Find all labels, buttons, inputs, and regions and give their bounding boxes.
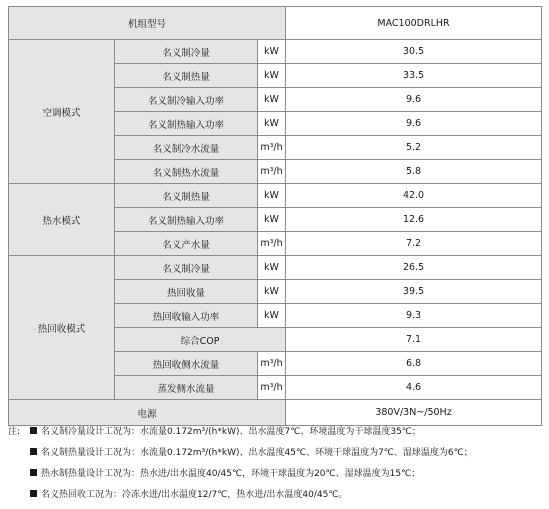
table-row [9,184,542,208]
param-unit: kW [258,256,286,280]
param-unit: m³/h [258,232,286,256]
param-value: 9.6 [286,112,542,136]
param-name: 名义制热水流量 [115,160,258,184]
param-unit: kW [258,64,286,88]
param-unit: kW [258,304,286,328]
note-text: 名义制热量设计工况为：水流量0.172m³/(h*kW)、出水温度45℃、环境干球温度为7℃、湿球温度为6℃； [41,448,473,458]
param-value: 30.5 [286,40,542,64]
param-name: 热回收量 [115,280,258,304]
note-text: 名义热回收工况为：冷冻水进/出水温度12/7℃，热水进/出水温度40/45℃。 [41,490,348,500]
param-value: 9.6 [286,88,542,112]
section-label-hw: 热水模式 [9,184,115,256]
note-text: 热水制热量设计工况为：热水进/出水温度40/45℃，环境干球温度为20℃、湿球温度为15℃； [41,469,421,479]
section-label-ac: 空调模式 [9,40,115,184]
param-name: 蒸发侧水流量 [115,376,258,400]
param-value: 5.8 [286,160,542,184]
param-value: 42.0 [286,184,542,208]
note-item [8,464,546,485]
param-name: 名义制冷量 [115,256,258,280]
param-unit: kW [258,184,286,208]
param-name: 名义制热输入功率 [115,112,258,136]
param-name: 名义制热输入功率 [115,208,258,232]
notes-prefix: 注: [8,427,21,437]
param-value: 7.2 [286,232,542,256]
param-unit: m³/h [258,136,286,160]
note-text: 名义制冷量设计工况为：水流量0.172m³/(h*kW)、出水温度7℃、环境温度为干球温度35℃； [41,427,421,437]
note-item [8,443,546,464]
param-value: 5.2 [286,136,542,160]
param-value: 4.6 [286,376,542,400]
param-value: 26.5 [286,256,542,280]
param-name: 名义制冷输入功率 [115,88,258,112]
param-name: 名义产水量 [115,232,258,256]
square-bullet-icon [30,427,37,434]
table-row [9,40,542,64]
square-bullet-icon [30,469,37,476]
section-label-hr: 热回收模式 [9,256,115,400]
notes [8,422,546,506]
param-name: 综合COP [115,328,286,352]
table-row [9,256,542,280]
model-value: MAC100DRLHR [286,7,542,40]
param-name: 名义制冷水流量 [115,136,258,160]
square-bullet-icon [30,448,37,455]
param-unit: kW [258,280,286,304]
param-name: 名义制热量 [115,64,258,88]
param-value: 39.5 [286,280,542,304]
param-value: 9.3 [286,304,542,328]
param-value: 33.5 [286,64,542,88]
param-name: 热回收输入功率 [115,304,258,328]
param-unit: kW [258,208,286,232]
note-item [8,485,546,506]
param-value: 6.8 [286,352,542,376]
param-unit: m³/h [258,160,286,184]
param-name: 名义制热量 [115,184,258,208]
param-value: 12.6 [286,208,542,232]
power-value: 380V/3N~/50Hz [286,400,542,426]
param-unit: kW [258,40,286,64]
param-name: 名义制冷量 [115,40,258,64]
model-row [9,7,542,40]
model-label: 机组型号 [9,7,286,40]
spec-table [8,6,542,426]
param-unit: m³/h [258,352,286,376]
param-value: 7.1 [286,328,542,352]
param-name: 热回收侧水流量 [115,352,258,376]
note-item [8,422,546,443]
param-unit: kW [258,88,286,112]
square-bullet-icon [30,490,37,497]
param-unit: m³/h [258,376,286,400]
power-label: 电源 [9,400,286,426]
param-unit: kW [258,112,286,136]
